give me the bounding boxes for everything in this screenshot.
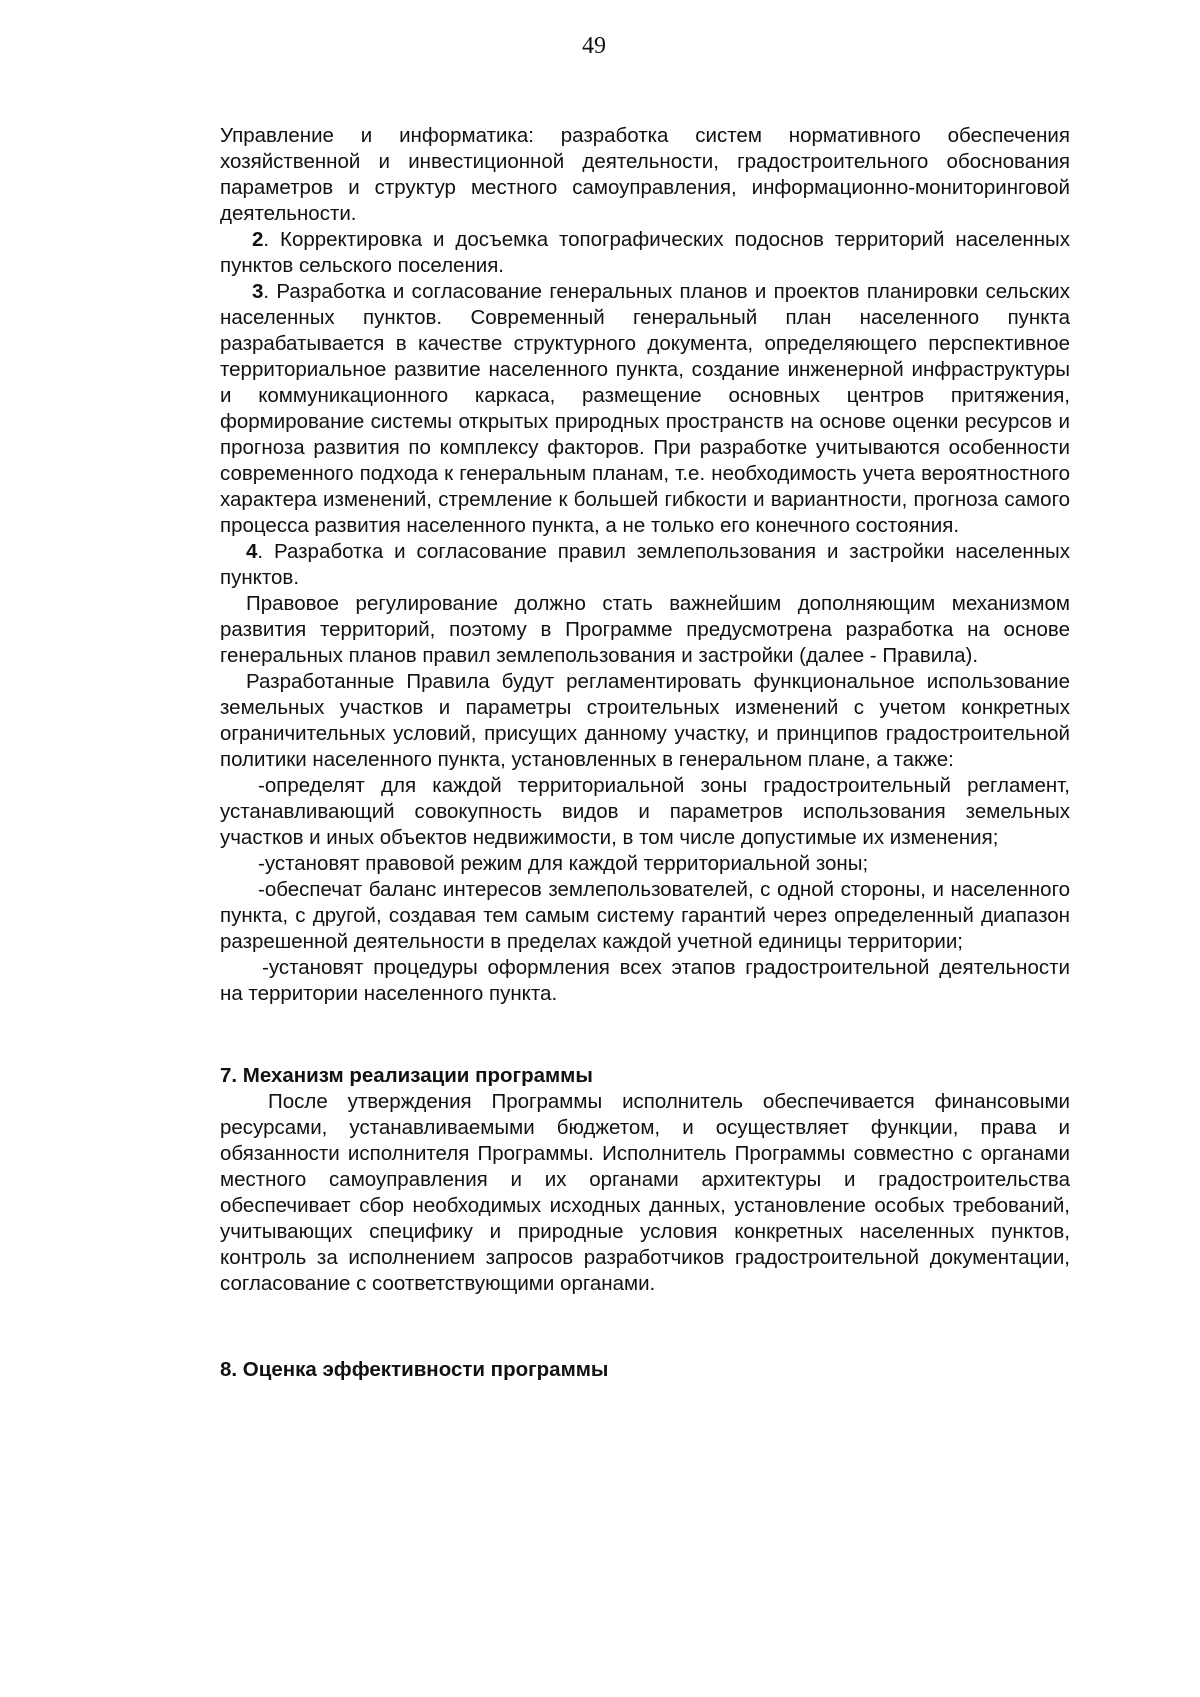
page-number: 49 [582,33,606,59]
bullet-item: -установят правовой режим для каждой территориальной зоны; [258,852,869,875]
document-body [220,123,1070,1383]
section-7-heading: 7. Механизм реализации программы [220,1064,593,1087]
bullet-item: -установят процедуры оформления всех этапов градостроительной деятельности на территории населенного пункта. [220,956,1070,1005]
list-item-text: . Разработка и согласование правил землепользования и застройки населенных пунктов. [220,540,1070,589]
list-item-3 [220,279,1070,539]
list-item-number: 3 [252,280,264,303]
list-item-number: 4 [246,540,258,563]
rules-paragraph: Разработанные Правила будут регламентировать функциональное использование земельных участков и параметры строительных изменений с учетом конкретных ограничительных условий, присущих данному участку, и принципов градостроительной политики населенного пункта, установленных в генеральном плане, а также: [220,670,1070,771]
legal-regulation-paragraph: Правовое регулирование должно стать важнейшим дополняющим механизмом развития территорий, поэтому в Программе предусмотрена разработка на основе генеральных планов правил землепользования и застройки (далее - Правила). [220,592,1070,667]
intro-paragraph: Управление и информатика: разработка систем нормативного обеспечения хозяйственной и инвестиционной деятельности, градостроительного обоснования параметров и структур местного самоуправления, информационно-мониторинговой деятельности. [220,124,1070,225]
list-item-text: . Разработка и согласование генеральных планов и проектов планировки сельских населенных пунктов. Современный генеральный план населенного пункта разрабатывается в качестве структурного документа, определяющего перспективное территориальное развитие населенного пункта, создание инженерной инфраструктуры и коммуникационного каркаса, размещение основных центров притяжения, формирование системы открытых природных пространств на основе оценки ресурсов и прогноза развития по комплексу факторов. При разработке учитываются особенности современного подхода к генеральным планам, т.е. необходимость учета вероятностного характера изменений, стремление к большей гибкости и вариантности, прогноза самого процесса развития населенного пункта, а не только его конечного состояния. [220,280,1070,537]
bullet-item: -определят для каждой территориальной зоны градостроительный регламент, устанавливающий совокупность видов и параметров использования земельных участков и иных объектов недвижимости, в том числе допустимые их изменения; [220,774,1070,849]
list-item-4 [220,539,1070,591]
bullet-item: -обеспечат баланс интересов землепользователей, с одной стороны, и населенного пункта, с другой, создавая тем самым систему гарантий через определенный диапазон разрешенной деятельности в пределах каждой учетной единицы территории; [220,878,1070,953]
list-item-2 [220,227,1070,279]
list-item-text: . Корректировка и досъемка топографических подоснов территорий населенных пунктов сельского поселения. [220,228,1070,277]
section-7-paragraph: После утверждения Программы исполнитель обеспечивается финансовыми ресурсами, устанавливаемыми бюджетом, и осуществляет функции, права и обязанности исполнителя Программы. Исполнитель Программы совместно с органами местного самоуправления и их органами архитектуры и градостроительства обеспечивает сбор необходимых исходных данных, установление особых требований, учитывающих специфику и природные условия конкретных населенных пунктов, контроль за исполнением запросов разработчиков градостроительной документации, согласование с соответствующими органами. [220,1090,1070,1295]
section-8-heading: 8. Оценка эффективности программы [220,1358,609,1381]
list-item-number: 2 [252,228,264,251]
